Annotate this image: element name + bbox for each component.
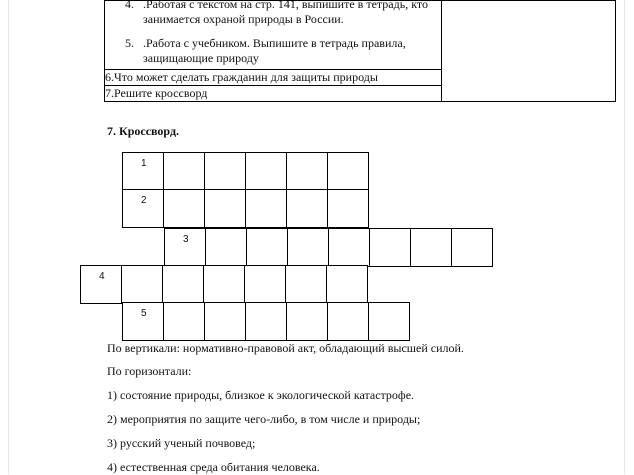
crossword-cell-r4-3[interactable]	[162, 265, 204, 304]
crossword-cell-r2-2[interactable]	[163, 189, 205, 228]
crossword-cell-r3-7[interactable]	[410, 228, 452, 267]
page-edge-right	[624, 0, 625, 474]
clue-horizontal-1: 1) состояние природы, близкое к экологической катастрофе.	[107, 388, 415, 402]
task-item-5-number: 5.	[125, 36, 134, 50]
crossword-cell-r4-5[interactable]	[244, 265, 286, 304]
crossword-cell-r5-1[interactable]	[122, 302, 164, 341]
crossword-cell-r1-6[interactable]	[327, 152, 369, 191]
side-column-cell	[441, 1, 615, 102]
crossword-number-r3: 3	[183, 234, 189, 245]
crossword-cell-r3-5[interactable]	[328, 228, 370, 267]
crossword-cell-r4-4[interactable]	[203, 265, 245, 304]
crossword-heading: 7. Кроссворд.	[107, 124, 180, 138]
clue-horizontal-title: По горизонтали:	[107, 364, 192, 378]
crossword-cell-r2-1[interactable]	[122, 189, 164, 228]
clue-horizontal-2: 2) мероприятия по защите чего-либо, в том числе и природы;	[107, 412, 421, 426]
task-item-5	[105, 36, 441, 66]
crossword-cell-r2-5[interactable]	[286, 189, 328, 228]
crossword-cell-r3-8[interactable]	[451, 228, 493, 267]
crossword-cell-r4-1[interactable]	[80, 265, 122, 304]
task-item-4	[105, 0, 441, 27]
crossword-cell-r3-4[interactable]	[287, 228, 329, 267]
crossword-cell-r1-4[interactable]	[245, 152, 287, 191]
crossword-cell-r5-6[interactable]	[327, 302, 369, 341]
crossword-cell-r5-7[interactable]	[368, 302, 410, 341]
clue-horizontal-3: 3) русский ученый почвовед;	[107, 436, 256, 450]
task-row-7: 7.Решите кроссворд	[105, 86, 442, 102]
crossword-cell-r2-4[interactable]	[245, 189, 287, 228]
crossword-cell-r2-3[interactable]	[204, 189, 246, 228]
crossword-cell-r5-5[interactable]	[286, 302, 328, 341]
page-edge-left	[8, 0, 9, 474]
crossword-cell-r5-4[interactable]	[245, 302, 287, 341]
crossword-cell-r4-2[interactable]	[121, 265, 163, 304]
crossword-cell-r5-2[interactable]	[163, 302, 205, 341]
crossword-number-r2: 2	[141, 195, 147, 206]
crossword-cell-r2-6[interactable]	[327, 189, 369, 228]
crossword-cell-r3-3[interactable]	[246, 228, 288, 267]
crossword-number-r4: 4	[99, 271, 105, 282]
crossword-cell-r3-2[interactable]	[205, 228, 247, 267]
task-item-4-text: .Работая с текстом на стр. 141, выпишите в тетрадь, кто занимается охраной природы в России.	[143, 0, 428, 26]
tasks-list-cell	[105, 1, 442, 70]
crossword-number-r1: 1	[141, 158, 147, 169]
crossword-cell-r4-7[interactable]	[326, 265, 368, 304]
crossword-cell-r1-2[interactable]	[163, 152, 205, 191]
task-row-6: 6.Что может сделать гражданин для защиты природы	[105, 70, 442, 86]
crossword-cell-r1-1[interactable]	[122, 152, 164, 191]
task-item-4-number: 4.	[125, 0, 134, 11]
crossword-cell-r3-1[interactable]	[164, 228, 206, 267]
clue-horizontal-4: 4) естественная среда обитания человека.	[107, 460, 320, 474]
clue-vertical: По вертикали: нормативно-правовой акт, обладающий высшей силой.	[107, 341, 464, 355]
crossword-cell-r1-3[interactable]	[204, 152, 246, 191]
crossword-number-r5: 5	[141, 308, 147, 319]
tasks-table	[104, 0, 616, 102]
crossword-cell-r3-6[interactable]	[369, 228, 411, 267]
crossword-cell-r4-6[interactable]	[285, 265, 327, 304]
task-item-5-text: .Работа с учебником. Выпишите в тетрадь правила, защищающие природу	[143, 36, 406, 65]
crossword-cell-r1-5[interactable]	[286, 152, 328, 191]
crossword-cell-r5-3[interactable]	[204, 302, 246, 341]
